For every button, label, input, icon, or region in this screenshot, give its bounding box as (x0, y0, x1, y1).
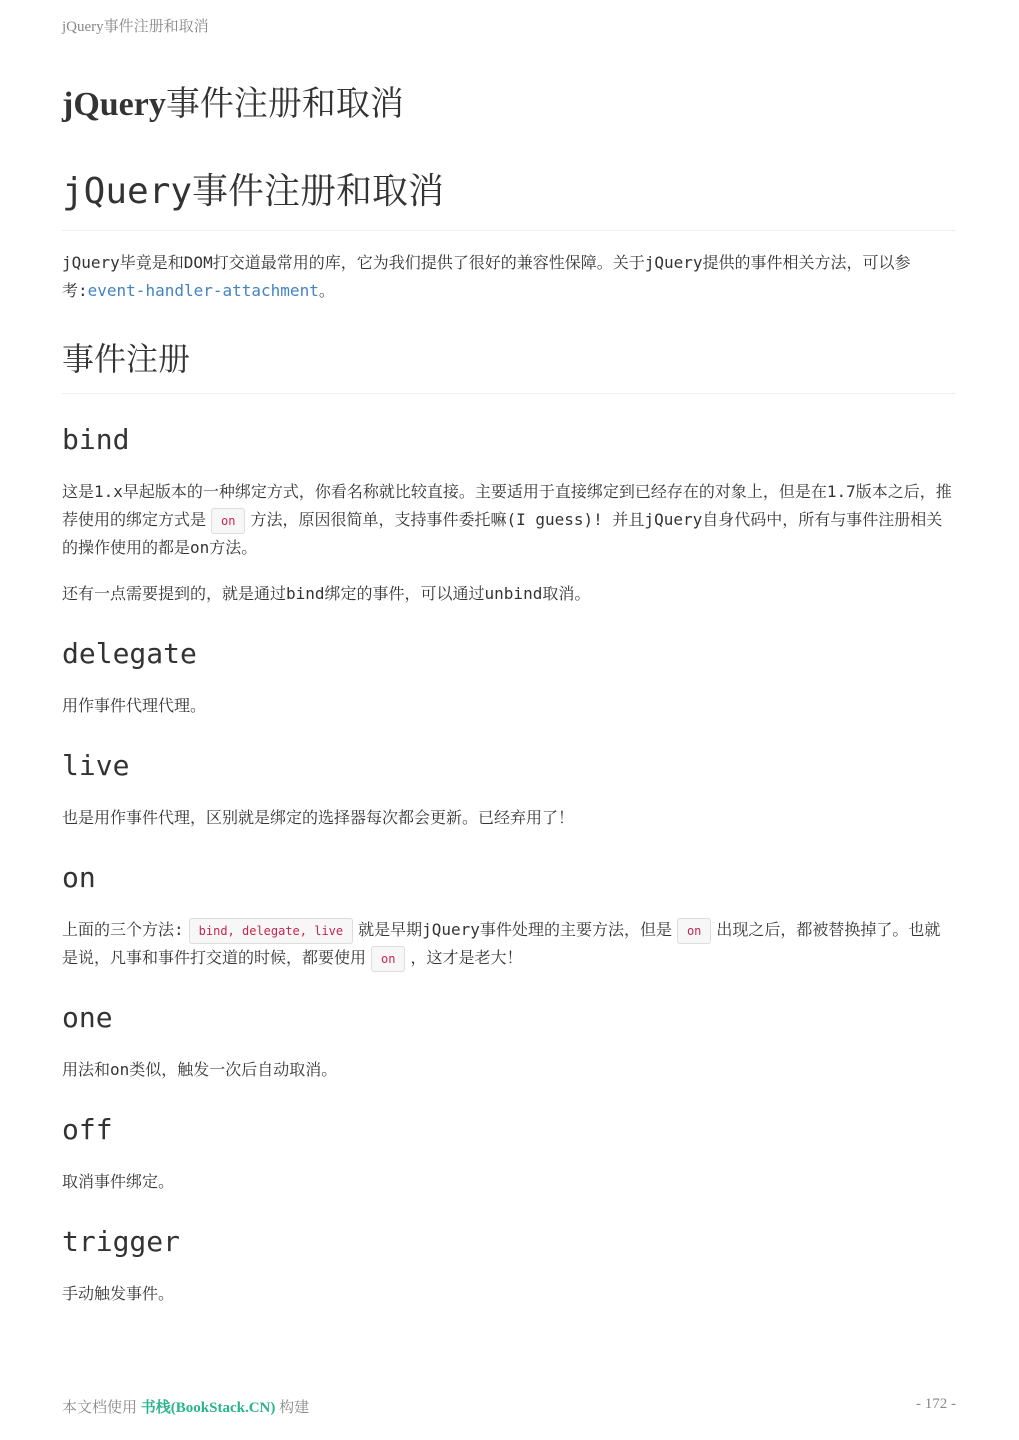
heading-one: one (62, 1001, 113, 1034)
heading-live: live (62, 749, 130, 782)
footer-suffix: 构建 (279, 1400, 310, 1416)
intro-text: jQuery毕竟是和DOM打交道最常用的库，它为我们提供了很好的兼容性保障。关于jQuery提供的事件相关方法，可以参考: (62, 253, 911, 300)
chapter-title (62, 76, 404, 125)
code-on: on (211, 508, 245, 534)
bind-paragraph-1 (62, 478, 956, 562)
off-paragraph: 取消事件绑定。 (62, 1172, 175, 1191)
trigger-paragraph: 手动触发事件。 (62, 1284, 175, 1303)
code-on: on (371, 946, 405, 972)
page-number: - 172 - (916, 1396, 956, 1412)
event-handler-attachment-link[interactable]: event-handler-attachment (87, 281, 319, 300)
code-on: on (677, 918, 711, 944)
bind-text-b: 方法，原因很简单，支持事件委托嘛(I guess)! 并且jQuery自身代码中，所有与事件注册相关的操作使用的都是on方法。 (62, 510, 943, 557)
chapter-title-en: jQuery (62, 86, 166, 123)
on-paragraph (62, 916, 956, 972)
bind-paragraph-2: 还有一点需要提到的，就是通过bind绑定的事件，可以通过unbind取消。 (62, 584, 591, 603)
footer-brand-link[interactable]: 书栈(BookStack.CN) (140, 1400, 276, 1416)
heading-on: on (62, 861, 96, 894)
footer-prefix: 本文档使用 (62, 1400, 138, 1416)
intro-paragraph (62, 249, 956, 305)
section-heading-register: 事件注册 (62, 337, 956, 394)
on-text-c: 出现之后，都被替换掉了。也就是说，凡事和事件打交道的时候，都要使用 (62, 920, 941, 967)
on-text-b: 就是早期jQuery事件处理的主要方法，但是 (358, 920, 672, 939)
heading-bind: bind (62, 423, 130, 456)
heading-trigger: trigger (62, 1225, 181, 1258)
article-content (62, 168, 956, 1308)
one-paragraph: 用法和on类似，触发一次后自动取消。 (62, 1060, 338, 1079)
running-header: jQuery事件注册和取消 (62, 19, 209, 35)
heading-off: off (62, 1113, 113, 1146)
bind-text-a: 这是1.x早起版本的一种绑定方式，你看名称就比较直接。主要适用于直接绑定到已经存在的对象上，但是在1.7版本之后，推荐使用的绑定方式是 (62, 482, 952, 529)
article-heading: jQuery事件注册和取消 (62, 168, 956, 231)
intro-end: 。 (318, 281, 335, 300)
delegate-paragraph: 用作事件代理代理。 (62, 696, 207, 715)
on-text-a: 上面的三个方法: (62, 920, 184, 939)
on-text-d: ，这才是老大！ (410, 948, 523, 967)
code-bind-delegate-live: bind, delegate, live (189, 918, 354, 944)
footer-credit (62, 1396, 309, 1417)
live-paragraph: 也是用作事件代理，区别就是绑定的选择器每次都会更新。已经弃用了！ (62, 808, 575, 827)
heading-delegate: delegate (62, 637, 197, 670)
chapter-title-zh: 事件注册和取消 (165, 86, 404, 123)
